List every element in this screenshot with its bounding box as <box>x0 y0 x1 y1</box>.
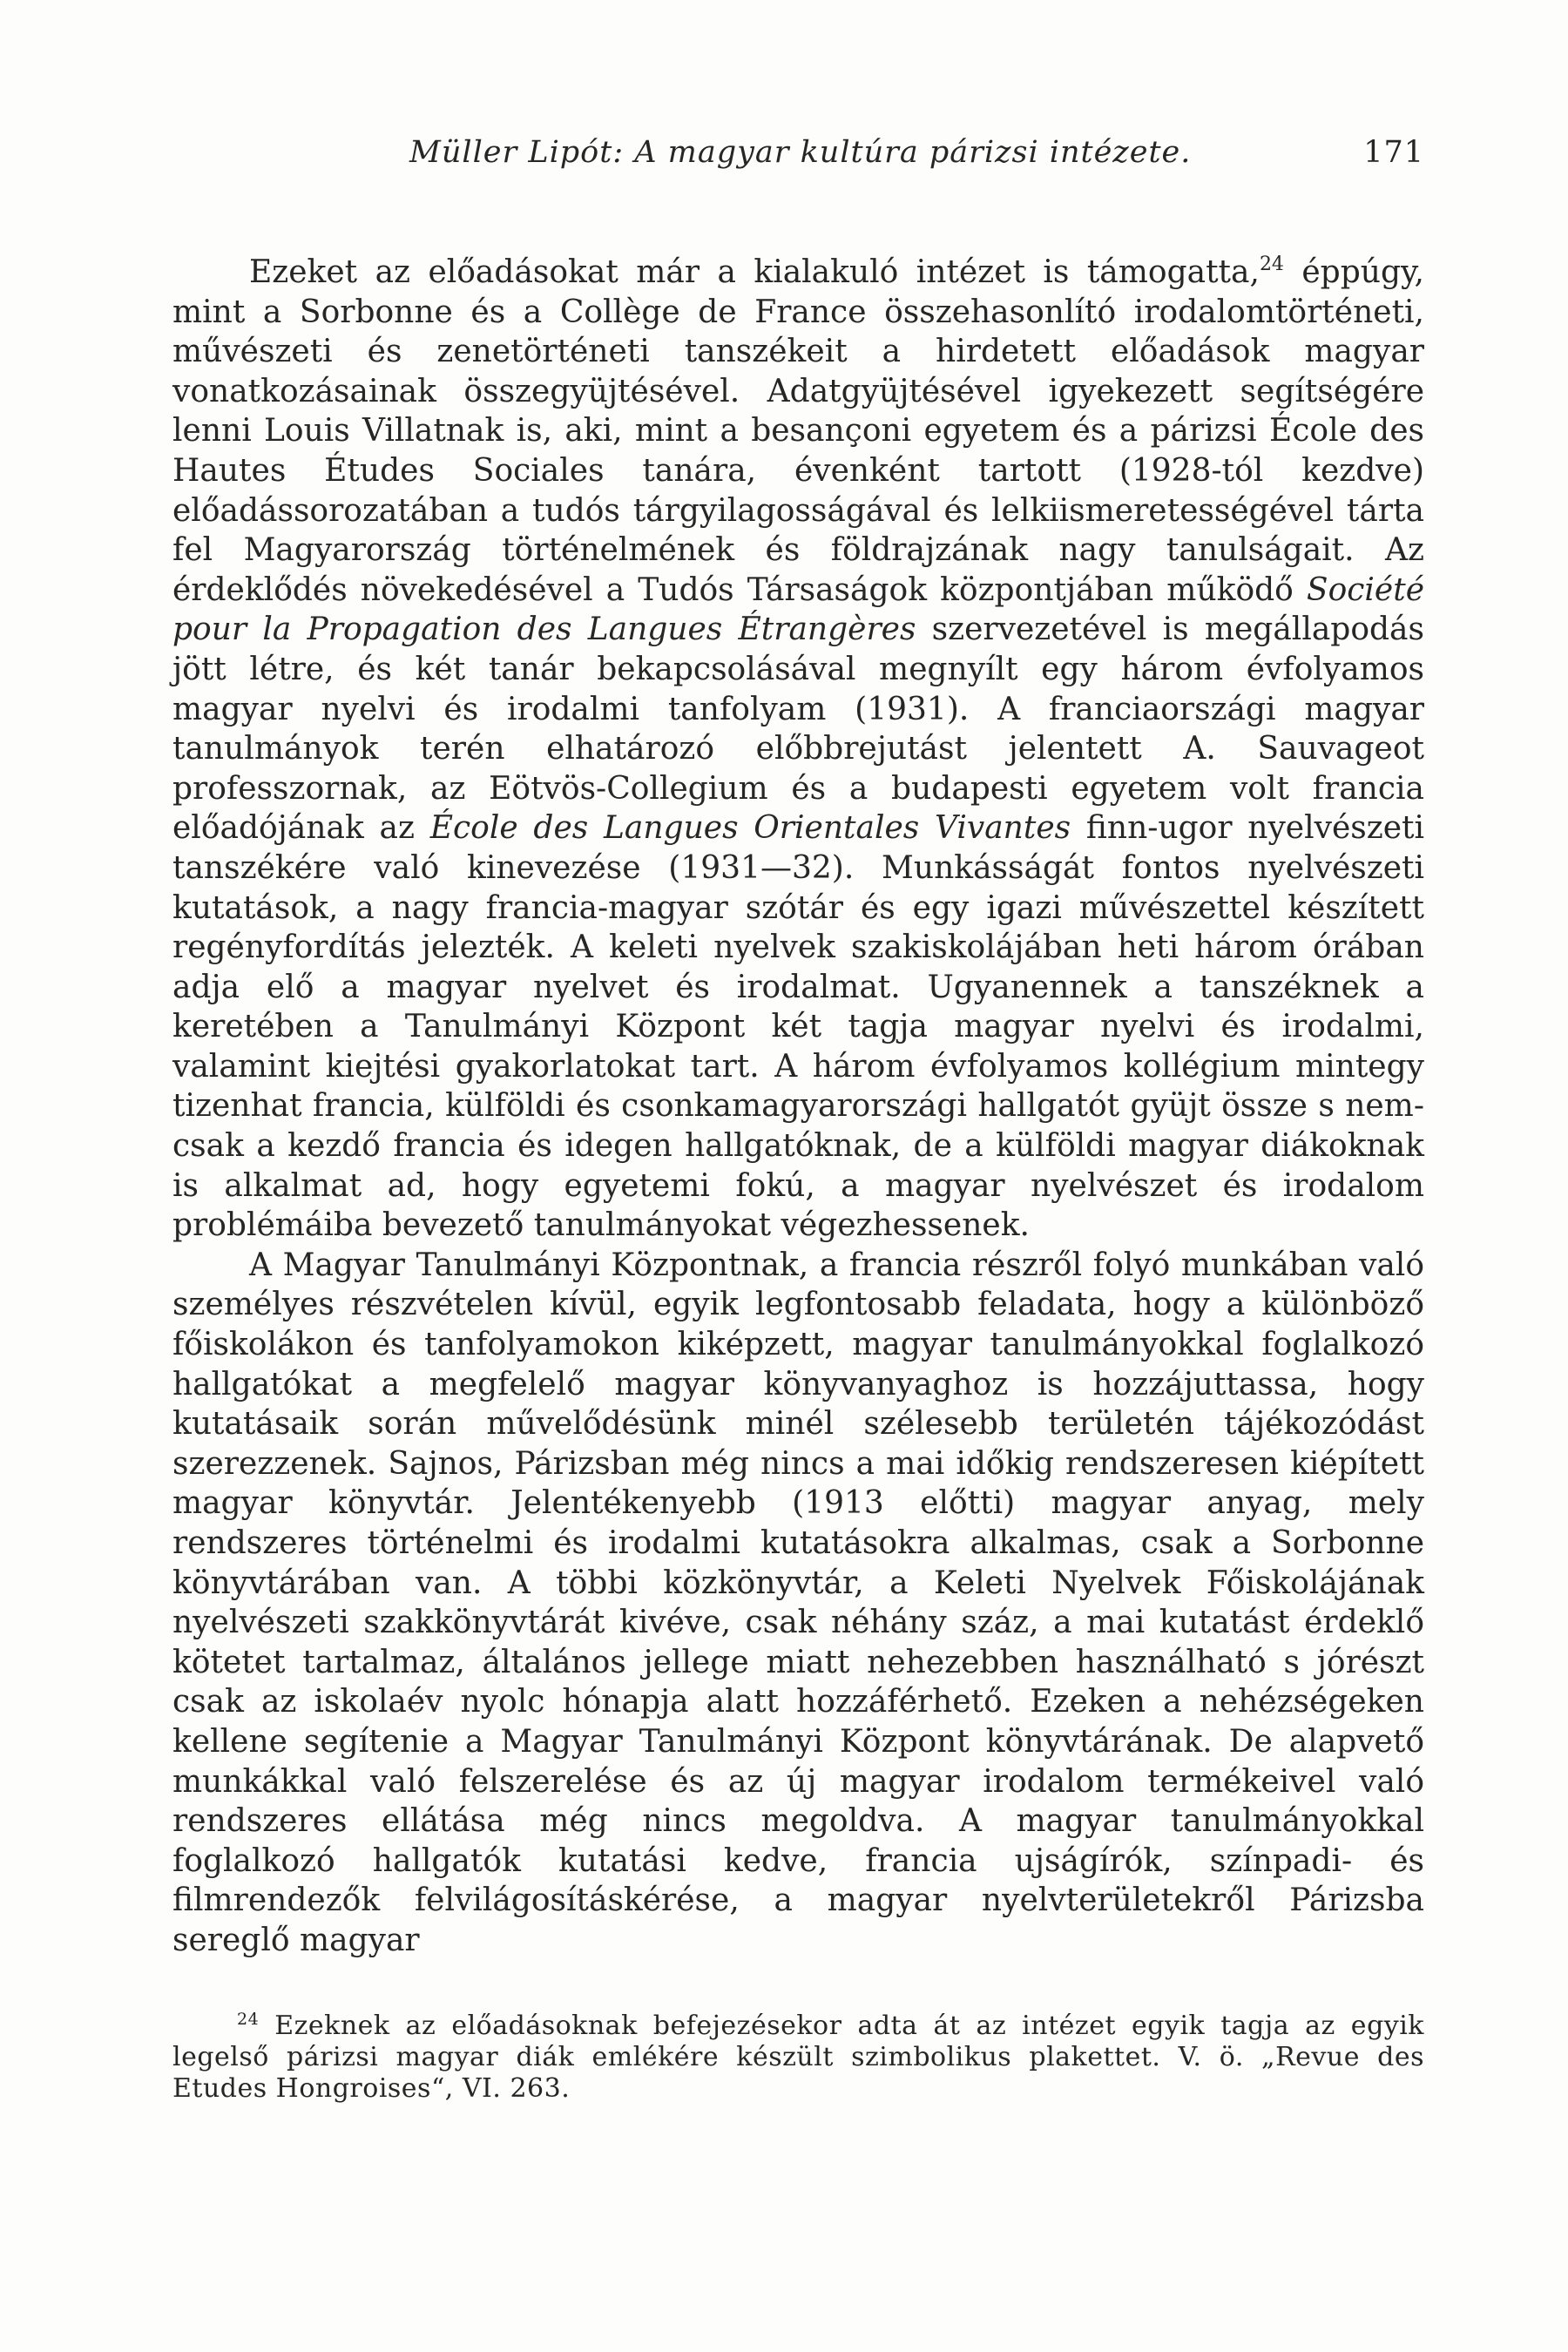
p1-italic-ecole: École des Langues Orientales Vivantes <box>429 810 1071 847</box>
p1-sentence-3: szervezetével is megállapodás jött létre, és két tanár bekapcsolásával megnyílt egy három évfolyamos magyar nyelvi és irodalmi tanfolyam (1931). A franciaországi magyar tanulmányok terén elhatározó előbbrejutást jelentett A. Sauvageot professzornak, az Eötvös-Collegium és a budapesti egyetem volt francia előadójának az <box>172 612 1424 847</box>
p1-sentence-4: finn-ugor nyelvészeti tanszékére való kinevezése (1931—32). Munkásságát fontos nyelvészeti kutatások, a nagy francia-magyar szótár és egy igazi művészettel készített regényfordítás jelezték. A keleti nyelvek szakiskolájában heti három órában adja elő a magyar nyelvet és irodalmat. Ugyanennek a tanszéknek a keretében a Tanulmányi Központ két tagja magyar nyelvi és irodalmi, valamint kiejtési gyakorlatokat tart. A három évfolyamos kollégium mintegy tizenhat francia, külföldi és csonkamagyarországi hallgatót gyüjt össze s nemcsak a kezdő francia és idegen hallgatóknak, de a külföldi magyar diákoknak is alkalmat ad, hogy egyetemi fokú, a magyar nyelvészet és irodalom problémáiba bevezető tanulmányokat végezhessenek. <box>172 810 1424 1244</box>
footnote-text: Ezeknek az előadásoknak befejezésekor adta át az intézet egyik tagja az egyik legelső párizsi magyar diák emlékére készült szimbolikus plakettet. V. ö. „Revue des Etudes Hongroises“, VI. 263. <box>172 2011 1424 2104</box>
paragraph-2: A Magyar Tanulmányi Központnak, a francia részről folyó munkában való személyes részvételen kívül, egyik legfontosabb feladata, hogy a különböző főiskolákon és tanfolyamokon kiképzett, magyar tanulmányokkal foglalkozó hallgatókat a megfelelő magyar könyvanyaghoz is hozzájuttassa, hogy kutatásaik során művelődésünk minél szélesebb területén tájékozódást szerezzenek. Sajnos, Párizsban még nincs a mai időkig rendszeresen kiépített magyar könyvtár. Jelentékenyebb (1913 előtti) magyar anyag, mely rendszeres történelmi és irodalmi kutatásokra alkalmas, csak a Sorbonne könyvtárában van. A többi közkönyvtár, a Keleti Nyelvek Főiskolájának nyelvészeti szakkönyvtárát kivéve, csak néhány száz, a mai kutatást érdeklő kötetet tartalmaz, általános jellege miatt nehezebben használható s jórészt csak az iskolaév nyolc hónapja alatt hozzáférhető. Ezeken a nehézségeken kellene segítenie a Magyar Tanulmányi Központ könyvtárának. De alapvető munkákkal való felszerelése és az új magyar irodalom termékeivel való rendszeres ellátása még nincs megoldva. A magyar tanulmányokkal foglalkozó hallgatók kutatási kedve, francia ujságírók, színpadi- és filmrendezők felvilágosításkérése, a magyar nyelvterületekről Párizsba sereglő magyar <box>172 1247 1424 1958</box>
running-header <box>172 131 1424 174</box>
footnote-mark: 24 <box>237 2010 260 2029</box>
running-title: Müller Lipót: A magyar kultúra párizsi intézete. <box>409 135 1192 170</box>
page-number: 171 <box>1363 135 1424 170</box>
footnote-reference: 24 <box>1259 253 1284 275</box>
footnote-24 <box>172 2011 1424 2105</box>
paragraph-1 <box>172 253 1424 1246</box>
p1-sentence-1: Ezeket az előadásokat már a kialakuló intézet is támogatta, <box>249 254 1260 290</box>
p1-sentence-2: éppúgy, mint a Sorbonne és a Collège de France összehasonlító irodalomtörténeti, művészeti és zenetörténeti tanszékeit a hirdetett előadások magyar vonatkozásainak összegyüjtésével. Adatgyüjtésével igyekezett segítségére lenni Louis Villatnak is, aki, mint a besançoni egyetem és a párizsi École des Hautes Études Sociales tanára, évenként tartott (1928-tól kezdve) előadássorozatában a tudós tárgyilagosságával és lelkiismeretességével tárta fel Magyarország történelmének és földrajzának nagy tanulságait. Az érdeklődés növekedésével a Tudós Társaságok központjában működő <box>172 254 1424 608</box>
main-text <box>172 253 1424 1961</box>
p1-italic-societe: Société pour la Propagation des Langues Étrangères <box>172 571 1424 648</box>
footnotes <box>172 2011 1424 2105</box>
